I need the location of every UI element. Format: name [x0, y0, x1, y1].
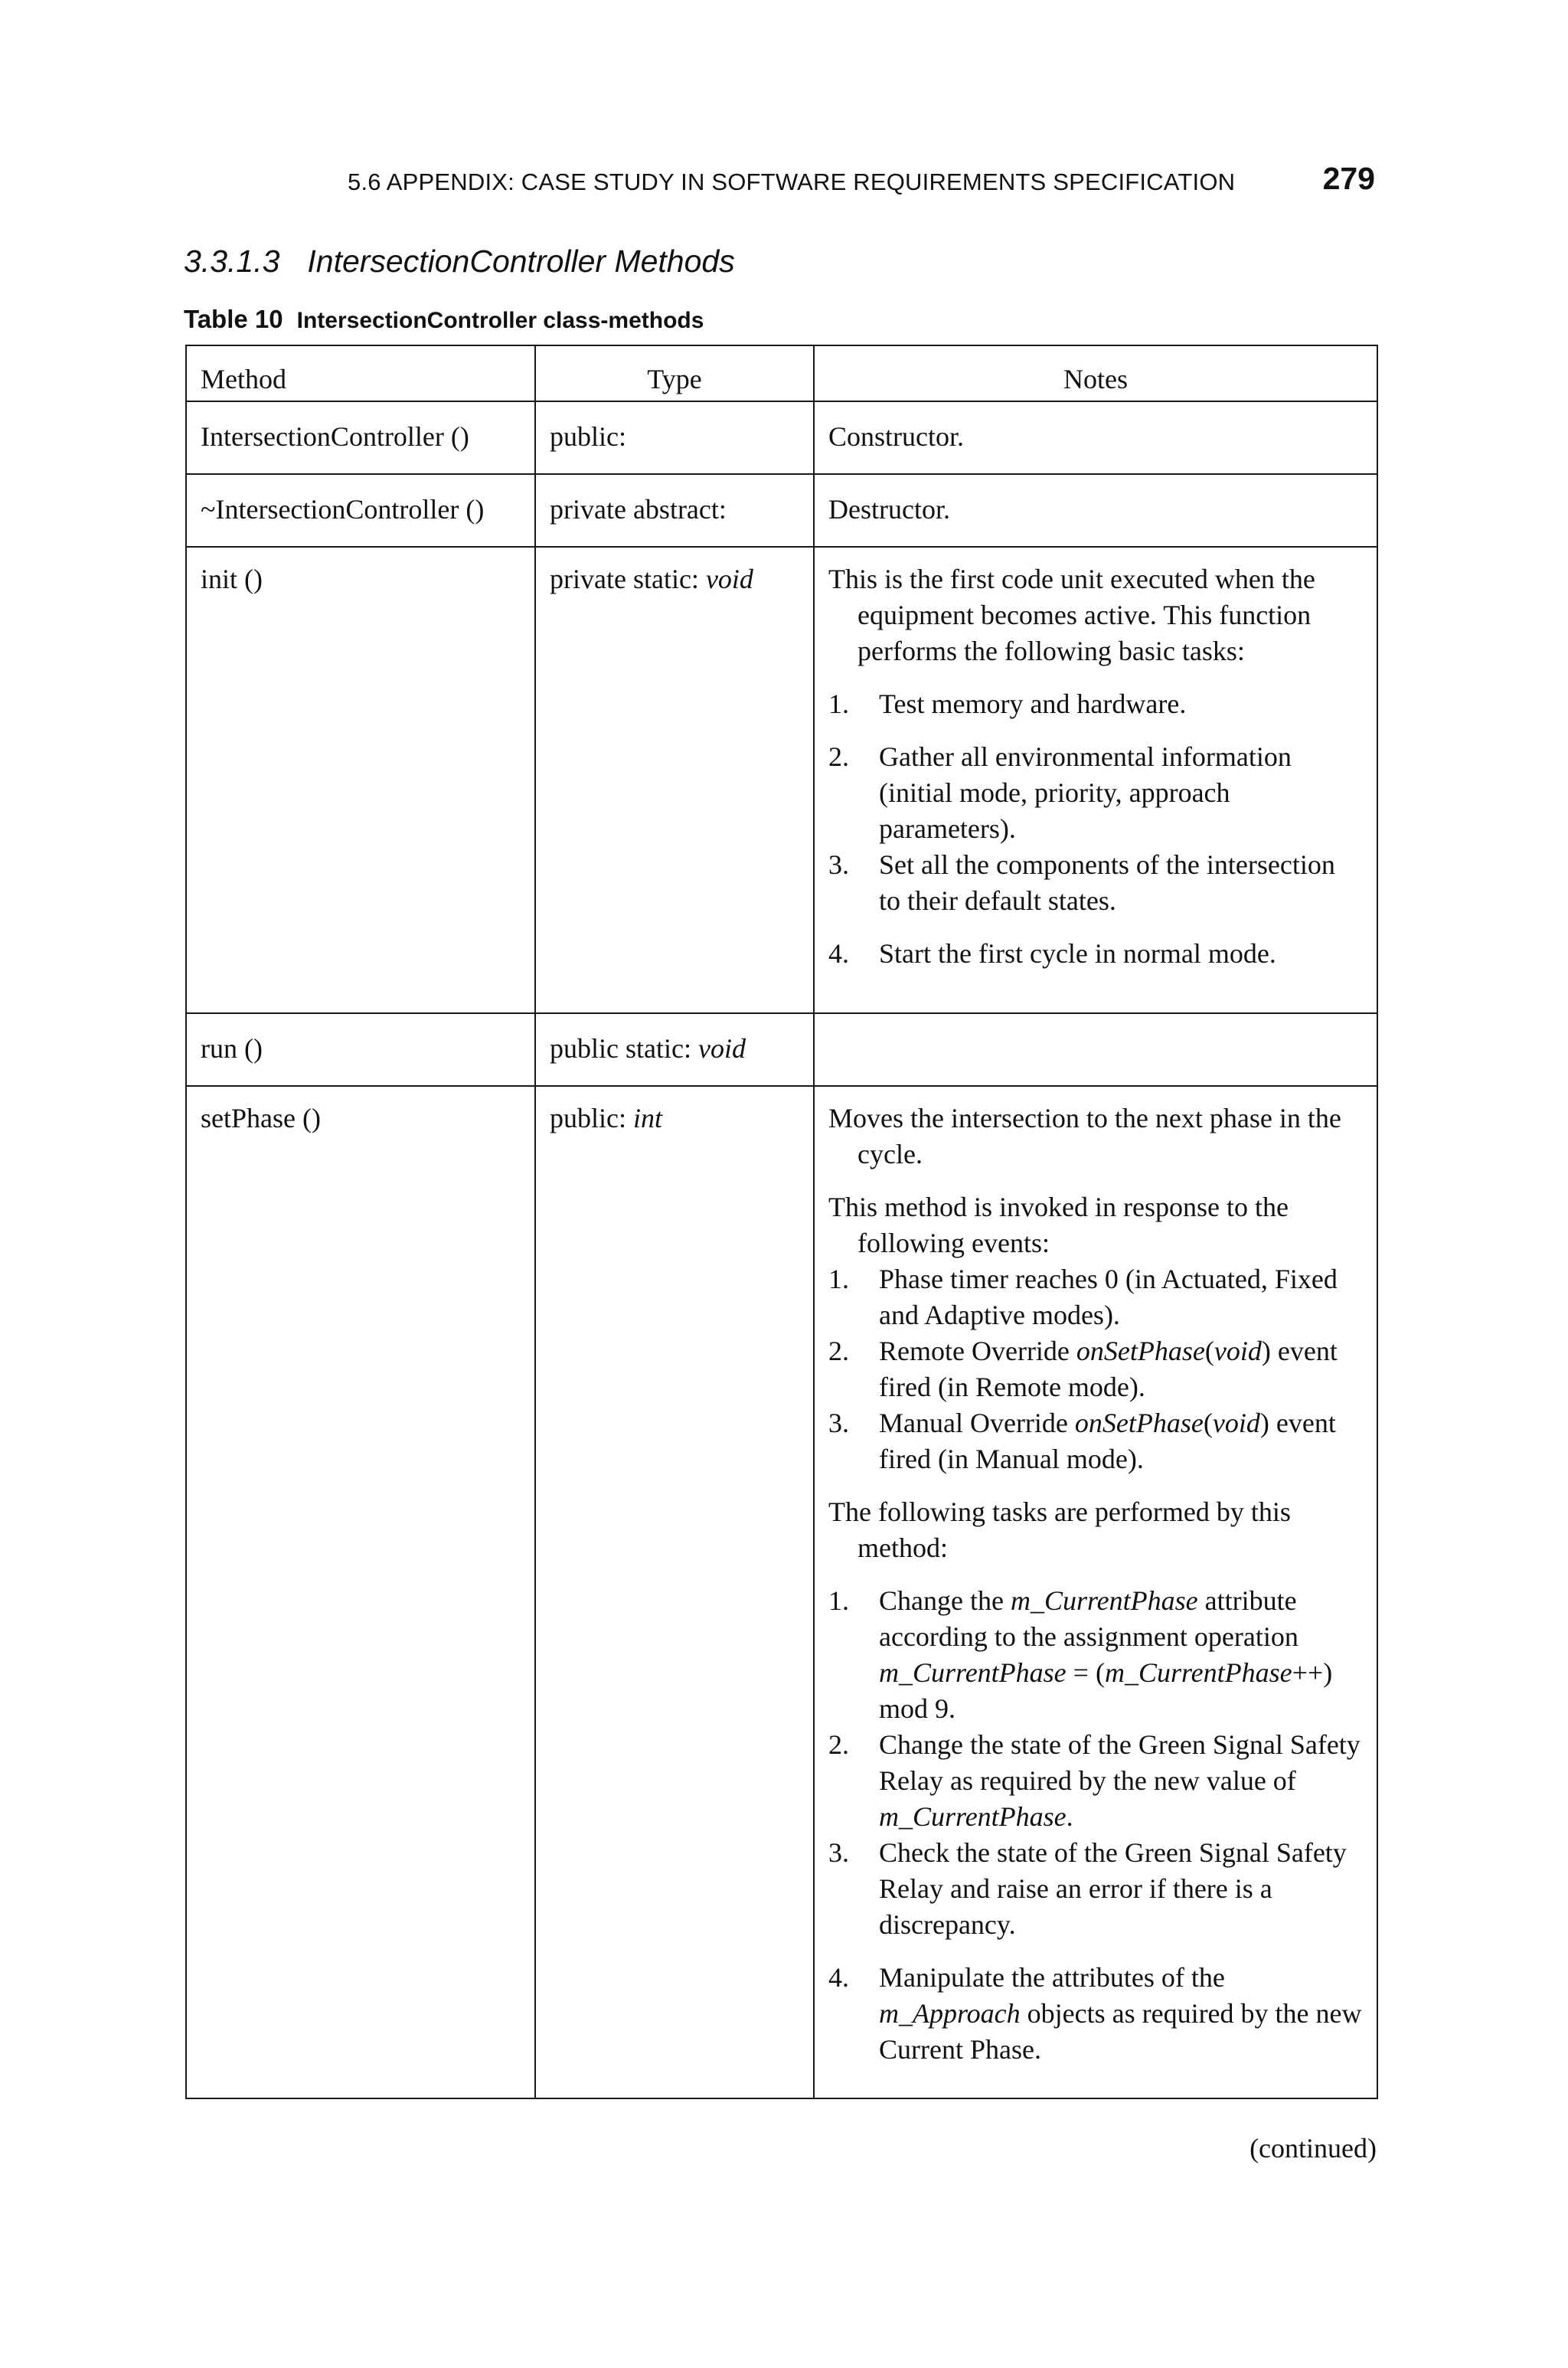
method-cell: ~IntersectionController ()	[186, 474, 535, 547]
task-list	[828, 1583, 1363, 2068]
type-cell	[535, 1086, 814, 2098]
list-item: 3. Check the state of the Green Signal Safety Relay and raise an error if there is a discrepancy.	[828, 1837, 1347, 1940]
notes-cell	[814, 547, 1377, 1013]
type-return: int	[632, 1103, 662, 1133]
tasks-intro: The following tasks are performed by this method:	[828, 1496, 1291, 1563]
table-caption	[184, 305, 704, 334]
section-title: IntersectionController Methods	[307, 244, 735, 279]
method-cell: init ()	[186, 547, 535, 1013]
method-cell: run ()	[186, 1013, 535, 1086]
task-list	[828, 686, 1363, 972]
running-head	[348, 161, 1375, 207]
type-prefix: public static:	[550, 1033, 698, 1064]
method-cell: IntersectionController ()	[186, 401, 535, 474]
page-number: 279	[1322, 161, 1375, 196]
table-row	[186, 401, 1377, 474]
type-return: void	[705, 564, 753, 594]
table-row	[186, 1086, 1377, 2098]
type-prefix: private static:	[550, 564, 706, 594]
list-item: 2. Change the state of the Green Signal Safety Relay as required by the new value of m_CurrentPhase.	[828, 1729, 1361, 1832]
list-item: 1. Test memory and hardware.	[828, 688, 1187, 719]
type-prefix: public:	[550, 1103, 633, 1133]
type-cell: private abstract:	[535, 474, 814, 547]
methods-table	[185, 345, 1378, 2099]
table-caption-title: IntersectionController class-methods	[296, 308, 704, 333]
type-cell: public:	[535, 401, 814, 474]
notes-intro: This is the first code unit executed when the equipment becomes active. This function performs the following basic tasks:	[828, 564, 1315, 666]
notes-intro: Moves the intersection to the next phase in the cycle.	[828, 1103, 1341, 1169]
notes-cell	[814, 1086, 1377, 2098]
section-number: 3.3.1.3	[184, 244, 280, 279]
section-heading	[184, 244, 735, 280]
list-item: 4. Start the first cycle in normal mode.	[828, 938, 1276, 969]
table-header-row	[186, 345, 1377, 401]
header-type: Type	[535, 345, 814, 401]
list-item: 2. Gather all environmental information (initial mode, priority, approach parameters).	[828, 741, 1292, 844]
list-item: 3. Set all the components of the intersection to their default states.	[828, 849, 1335, 916]
list-item: 1. Change the m_CurrentPhase attribute according to the assignment operation m_CurrentPhase = (m_CurrentPhase++) mod 9.	[828, 1585, 1333, 1724]
header-method: Method	[186, 345, 535, 401]
events-intro: This method is invoked in response to the following events:	[828, 1192, 1289, 1258]
notes-cell	[814, 1013, 1377, 1086]
notes-cell: Destructor.	[814, 474, 1377, 547]
list-item: 1. Phase timer reaches 0 (in Actuated, Fixed and Adaptive modes).	[828, 1264, 1338, 1330]
table-caption-label: Table 10	[184, 305, 283, 333]
table-row	[186, 474, 1377, 547]
type-cell	[535, 547, 814, 1013]
continued-note: (continued)	[1250, 2133, 1377, 2164]
event-list	[828, 1261, 1363, 1477]
header-notes: Notes	[814, 345, 1377, 401]
table-row	[186, 547, 1377, 1013]
type-cell	[535, 1013, 814, 1086]
method-cell: setPhase ()	[186, 1086, 535, 2098]
type-return: void	[697, 1033, 746, 1064]
running-head-text: 5.6 APPENDIX: CASE STUDY IN SOFTWARE REQUIREMENTS SPECIFICATION	[348, 168, 1236, 195]
list-item: 3. Manual Override onSetPhase(void) event fired (in Manual mode).	[828, 1408, 1336, 1474]
list-item: 4. Manipulate the attributes of the m_Approach objects as required by the new Current Phase.	[828, 1962, 1362, 2065]
list-item: 2. Remote Override onSetPhase(void) event fired (in Remote mode).	[828, 1336, 1338, 1402]
notes-cell: Constructor.	[814, 401, 1377, 474]
table-row	[186, 1013, 1377, 1086]
